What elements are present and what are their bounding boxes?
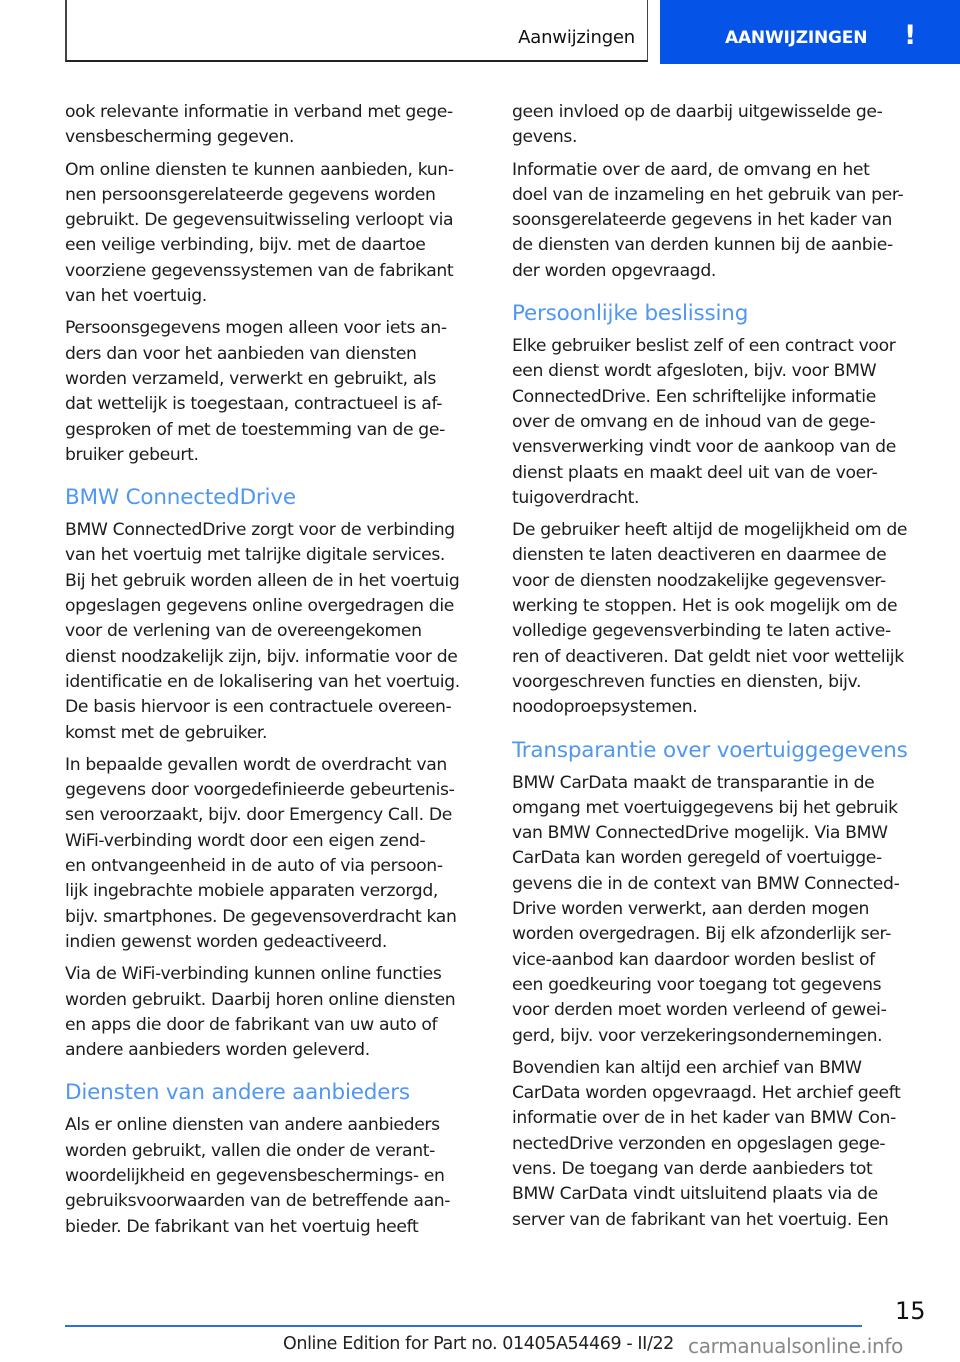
text-line: BMW CarData maakt de transparantie in de [512,772,875,793]
text-line: gebruikt. De gegevensuitwisseling verloopt via [65,210,454,231]
text-line: Via de WiFi-verbinding kunnen online functies [65,964,442,985]
text-line: nectedDrive verzonden en opgeslagen gege- [512,1133,886,1154]
text-line: doel van de inzameling en het gebruik van per- [512,184,904,205]
text-line: ders dan voor het aanbieden van diensten [65,343,417,364]
text-line: nen persoonsgerelateerde gegevens worden [65,184,436,205]
text-line: De basis hiervoor is een contractuele overeen- [65,697,452,718]
chapter-tab-label: AANWIJZINGEN [725,28,868,48]
text-line: gerd, bijv. voor verzekeringsondernemingen. [512,1025,883,1046]
text-line: Als er online diensten van andere aanbieders [65,1115,440,1136]
text-line: BMW CarData vindt uitsluitend plaats via de [512,1184,878,1205]
text-line: vens. De toegang van derde aanbieders tot [512,1158,873,1179]
paragraph [65,753,485,955]
section-heading: Diensten van andere aanbieders [65,1080,410,1106]
text-line: van het voertuig met talrijke digitale services. [65,545,446,566]
section-heading: Persoonlijke beslissing [512,301,749,327]
page-number: 15 [895,1297,926,1325]
text-line: ConnectedDrive. Een schriftelijke informatie [512,386,876,407]
text-line: gesproken of met de toestemming van de ge- [65,419,445,440]
paragraph [65,518,485,746]
text-line: vensverwerking vindt voor de aankoop van de [512,437,896,458]
text-line: worden verzameld, verwerkt en gebruikt, als [65,368,437,389]
section-heading: Transparantie over voertuiggegevens [512,737,908,763]
text-line: een goedkeuring voor toegang tot gegevens [512,974,882,995]
text-line: over de omvang en de inhoud van de gege- [512,411,876,432]
text-line: Elke gebruiker beslist zelf of een contract voor [512,336,896,357]
exclamation-icon: ! [904,20,917,51]
paragraph [512,158,932,284]
text-line: ook relevante informatie in verband met gege- [65,102,453,122]
edition-text: Online Edition for Part no. 01405A54469 - II/22 [283,1334,674,1354]
text-line: gebruiksvoorwaarden van de betreffende aan- [65,1191,451,1212]
text-line: en apps die door de fabrikant van uw auto of [65,1014,438,1035]
paragraph [65,100,485,151]
right-column [512,100,932,1240]
chapter-tab[interactable] [660,0,960,64]
text-line: sen veroorzaakt, bijv. door Emergency Call. De [65,805,452,826]
text-line: dienst noodzakelijk zijn, bijv. informatie voor de [65,646,458,667]
text-line: worden overgedragen. Bij elk afzonderlijk ser- [512,924,891,945]
text-line: de diensten van derden kunnen bij de aanbie- [512,235,893,256]
text-line: een dienst wordt afgesloten, bijv. voor BMW [512,361,877,382]
text-line: indien gewenst worden gedeactiveerd. [65,931,387,952]
text-line: informatie over de in het kader van BMW Con- [512,1108,896,1129]
text-line: identificatie en de lokalisering van het voertuig. [65,671,460,692]
text-line: worden gebruikt. Daarbij horen online diensten [65,989,456,1010]
text-line: omgang met voertuiggegevens bij het gebruik [512,797,898,818]
text-line: opgeslagen gegevens online overgedragen die [65,596,454,617]
text-line: werking te stoppen. Het is ook mogelijk om de [512,596,898,617]
section-title: Aanwijzingen [518,27,635,48]
paragraph [512,518,932,720]
text-line: gevens. [512,127,578,148]
paragraph [65,158,485,310]
text-line: soonsgerelateerde gegevens in het kader van [512,210,893,231]
text-line: van BMW ConnectedDrive mogelijk. Via BMW [512,823,888,844]
text-line: gegevens door voorgedefinieerde gebeurtenis- [65,780,455,801]
text-line: dienst plaats en maakt deel uit van de voer- [512,462,878,483]
paragraph [512,771,932,1049]
text-line: en ontvangeenheid in de auto of via persoon- [65,856,443,877]
watermark-link[interactable]: carmanualsonline.info [688,1334,904,1358]
text-line: bieder. De fabrikant van het voertuig heeft [65,1216,419,1237]
text-line: Bij het gebruik worden alleen de in het voertuig [65,570,460,591]
paragraph [65,962,485,1063]
text-line: BMW ConnectedDrive zorgt voor de verbinding [65,520,455,541]
text-line: De gebruiker heeft altijd de mogelijkheid om de [512,520,908,541]
text-line: komst met de gebruiker. [65,722,268,743]
text-line: Informatie over de aard, de omvang en het [512,159,870,180]
text-line: vensbescherming gegeven. [65,127,295,148]
text-line: bruiker gebeurt. [65,444,199,465]
left-column [65,100,485,1247]
section-heading: BMW ConnectedDrive [65,485,296,511]
text-line: Bovendien kan altijd een archief van BMW [512,1057,862,1078]
text-line: gevens die in de context van BMW Connected- [512,873,900,894]
text-line: volledige gegevensverbinding te laten active- [512,621,891,642]
paragraph [512,334,932,511]
text-line: ren of deactiveren. Dat geldt niet voor wettelijk [512,646,904,667]
text-line: andere aanbieders worden geleverd. [65,1040,370,1061]
text-line: worden gebruikt, vallen die onder de verant- [65,1140,435,1161]
paragraph [65,316,485,468]
text-line: diensten te laten deactiveren en daarmee de [512,545,887,566]
text-line: noodoproepsystemen. [512,697,698,718]
text-line: voor derden moet worden verleend of gewei- [512,1000,887,1021]
paragraph [512,100,932,151]
text-line: dat wettelijk is toegestaan, contractueel is af- [65,394,443,415]
paragraph [512,1056,932,1233]
text-line: vice-aanbod kan daardoor worden beslist of [512,949,875,970]
text-line: WiFi-verbinding wordt door een eigen zend- [65,830,426,851]
text-line: bijv. smartphones. De gegevensoverdracht kan [65,906,457,927]
header-section-box [65,0,648,62]
text-line: CarData worden opgevraagd. Het archief geeft [512,1083,901,1104]
text-line: server van de fabrikant van het voertuig. Een [512,1209,889,1230]
text-line: Om online diensten te kunnen aanbieden, kun- [65,159,454,180]
text-line: CarData kan worden geregeld of voertuigge- [512,848,882,869]
paragraph [65,1113,485,1239]
text-line: Persoonsgegevens mogen alleen voor iets an- [65,318,447,339]
text-line: een veilige verbinding, bijv. met de daartoe [65,235,426,256]
footer-divider [65,1325,862,1327]
text-line: van het voertuig. [65,286,207,307]
text-line: voor de verlening van de overeengekomen [65,621,422,642]
text-line: Drive worden verwerkt, aan derden mogen [512,899,870,920]
text-line: der worden opgevraagd. [512,260,716,281]
text-line: lijk ingebrachte mobiele apparaten verzorgd, [65,881,439,902]
text-line: voorgeschreven functies en diensten, bijv. [512,671,862,692]
text-line: In bepaalde gevallen wordt de overdracht van [65,754,447,775]
text-line: woordelijkheid en gegevensbeschermings- en [65,1165,445,1186]
text-line: geen invloed op de daarbij uitgewisselde ge- [512,102,883,122]
text-line: tuigoverdracht. [512,487,640,508]
text-line: voorziene gegevenssystemen van de fabrikant [65,260,454,281]
text-line: voor de diensten noodzakelijke gegevensver- [512,570,886,591]
